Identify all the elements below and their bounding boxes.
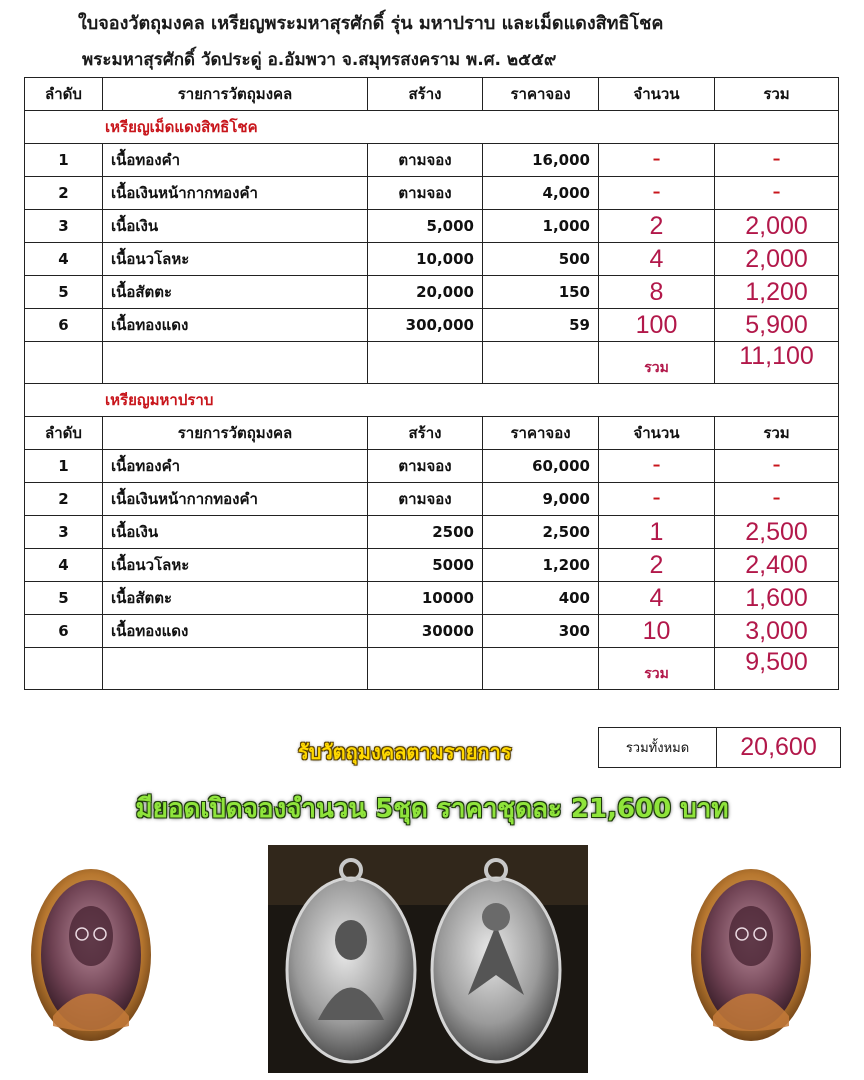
row-number: 1: [25, 144, 103, 177]
reserve-price: 500: [483, 243, 599, 276]
row-number: 5: [25, 582, 103, 615]
empty-cell: [483, 648, 599, 690]
table-row: [25, 243, 839, 276]
offer-banner: มียอดเปิดจองจำนวน 5ชุด ราคาชุดละ 21,600 บาท: [135, 794, 729, 824]
column-header: ลำดับ: [25, 417, 103, 450]
row-number: 3: [25, 210, 103, 243]
item-name: เนื้อเงินหน้ากากทองคำ: [103, 177, 368, 210]
row-number: 4: [25, 549, 103, 582]
subtotal-label: รวม: [599, 342, 715, 384]
column-header: รวม: [715, 78, 839, 111]
row-total: 2,400: [715, 549, 839, 582]
row-total: 2,500: [715, 516, 839, 549]
table-row: [25, 582, 839, 615]
reserve-price: 1,000: [483, 210, 599, 243]
column-header: รายการวัตถุมงคล: [103, 417, 368, 450]
reserve-price: 150: [483, 276, 599, 309]
table-row: [25, 276, 839, 309]
row-total: -: [715, 144, 839, 177]
order-quantity: 100: [599, 309, 715, 342]
row-number: 2: [25, 483, 103, 516]
row-total: -: [715, 450, 839, 483]
item-name: เนื้อทองแดง: [103, 615, 368, 648]
column-header: จำนวน: [599, 417, 715, 450]
column-header: ราคาจอง: [483, 417, 599, 450]
row-total: 5,900: [715, 309, 839, 342]
reserve-price: 1,200: [483, 549, 599, 582]
table-row: [25, 210, 839, 243]
reserve-price: 9,000: [483, 483, 599, 516]
empty-cell: [368, 648, 483, 690]
grand-total-label: รวมทั้งหมด: [599, 728, 717, 768]
subtotal-row: [25, 648, 839, 690]
empty-cell: [368, 342, 483, 384]
subtotal-value: 11,100: [715, 342, 839, 384]
reserve-price: 4,000: [483, 177, 599, 210]
made-quantity: 5,000: [368, 210, 483, 243]
grand-total-value: 20,600: [717, 728, 841, 768]
empty-cell: [103, 648, 368, 690]
item-name: เนื้อเงิน: [103, 210, 368, 243]
table-row: [25, 144, 839, 177]
section-title-row: [25, 111, 839, 144]
order-quantity: -: [599, 144, 715, 177]
row-total: -: [715, 177, 839, 210]
column-header: สร้าง: [368, 78, 483, 111]
table-row: [25, 450, 839, 483]
row-total: 2,000: [715, 243, 839, 276]
made-quantity: ตามจอง: [368, 144, 483, 177]
order-quantity: 4: [599, 243, 715, 276]
item-name: เนื้อเงินหน้ากากทองคำ: [103, 483, 368, 516]
row-number: 3: [25, 516, 103, 549]
item-name: เนื้อสัตตะ: [103, 582, 368, 615]
reserve-price: 2,500: [483, 516, 599, 549]
subtotal-row: [25, 342, 839, 384]
table-row: [25, 309, 839, 342]
empty-cell: [25, 342, 103, 384]
made-quantity: ตามจอง: [368, 483, 483, 516]
empty-cell: [25, 648, 103, 690]
grand-total-box: [598, 727, 841, 768]
subtotal-value: 9,500: [715, 648, 839, 690]
column-header: รายการวัตถุมงคล: [103, 78, 368, 111]
order-quantity: 8: [599, 276, 715, 309]
table-row: [25, 177, 839, 210]
made-quantity: ตามจอง: [368, 177, 483, 210]
made-quantity: 20,000: [368, 276, 483, 309]
item-name: เนื้อนวโลหะ: [103, 243, 368, 276]
amulet-portrait-left-image: [28, 866, 154, 1044]
row-total: 2,000: [715, 210, 839, 243]
subtotal-label: รวม: [599, 648, 715, 690]
row-number: 6: [25, 615, 103, 648]
row-number: 2: [25, 177, 103, 210]
row-number: 5: [25, 276, 103, 309]
reservation-table: [24, 77, 839, 690]
row-number: 1: [25, 450, 103, 483]
section-title-row: [25, 384, 839, 417]
table-row: [25, 516, 839, 549]
column-header: สร้าง: [368, 417, 483, 450]
temple-info-line: พระมหาสุรศักดิ์ วัดประดู่ อ.อัมพวา จ.สมุทรสงคราม พ.ศ. ๒๕๕๙: [82, 50, 557, 70]
made-quantity: 30000: [368, 615, 483, 648]
amulet-portrait-right-image: [688, 866, 814, 1044]
order-quantity: 10: [599, 615, 715, 648]
reserve-price: 59: [483, 309, 599, 342]
table-row: [25, 615, 839, 648]
order-quantity: -: [599, 450, 715, 483]
item-name: เนื้อเงิน: [103, 516, 368, 549]
made-quantity: 10000: [368, 582, 483, 615]
column-header: ลำดับ: [25, 78, 103, 111]
order-quantity: 4: [599, 582, 715, 615]
item-name: เนื้อนวโลหะ: [103, 549, 368, 582]
made-quantity: 10,000: [368, 243, 483, 276]
item-name: เนื้อทองคำ: [103, 144, 368, 177]
row-total: 1,600: [715, 582, 839, 615]
column-header: จำนวน: [599, 78, 715, 111]
reserve-price: 300: [483, 615, 599, 648]
row-total: 1,200: [715, 276, 839, 309]
order-quantity: 2: [599, 549, 715, 582]
medal-photo-image: [268, 845, 588, 1073]
empty-cell: [483, 342, 599, 384]
column-header-row: [25, 78, 839, 111]
form-title: ใบจองวัตถุมงคล เหรียญพระมหาสุรศักดิ์ รุ่น มหาปราบ และเม็ดแดงสิทธิโชค: [78, 13, 664, 34]
section-title: เหรียญเม็ดแดงสิทธิโชค: [25, 111, 839, 144]
table-row: [25, 549, 839, 582]
table-row: [25, 483, 839, 516]
order-quantity: -: [599, 483, 715, 516]
receive-banner: รับวัตถุมงคลตามรายการ: [298, 740, 512, 764]
column-header-row: [25, 417, 839, 450]
row-total: -: [715, 483, 839, 516]
item-name: เนื้อทองคำ: [103, 450, 368, 483]
column-header: รวม: [715, 417, 839, 450]
made-quantity: 2500: [368, 516, 483, 549]
row-total: 3,000: [715, 615, 839, 648]
reserve-price: 400: [483, 582, 599, 615]
reserve-price: 16,000: [483, 144, 599, 177]
row-number: 4: [25, 243, 103, 276]
order-quantity: 1: [599, 516, 715, 549]
order-quantity: -: [599, 177, 715, 210]
item-name: เนื้อสัตตะ: [103, 276, 368, 309]
made-quantity: 5000: [368, 549, 483, 582]
column-header: ราคาจอง: [483, 78, 599, 111]
empty-cell: [103, 342, 368, 384]
made-quantity: 300,000: [368, 309, 483, 342]
row-number: 6: [25, 309, 103, 342]
made-quantity: ตามจอง: [368, 450, 483, 483]
section-title: เหรียญมหาปราบ: [25, 384, 839, 417]
item-name: เนื้อทองแดง: [103, 309, 368, 342]
order-quantity: 2: [599, 210, 715, 243]
reserve-price: 60,000: [483, 450, 599, 483]
